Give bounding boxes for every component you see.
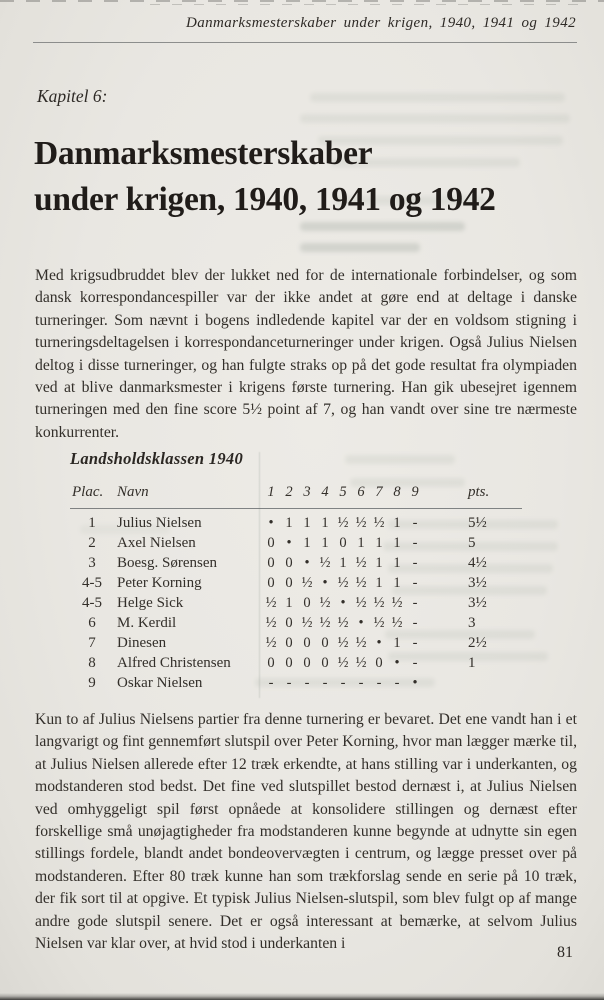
- cell-result: 0: [285, 575, 293, 591]
- cell-result: ½: [373, 595, 385, 611]
- cell-pts: 5: [468, 535, 476, 551]
- chapter-title: [34, 131, 594, 223]
- cell-navn: Axel Nielsen: [117, 535, 196, 551]
- cell-result: •: [376, 635, 382, 651]
- cell-result: ½: [355, 595, 367, 611]
- cell-result: 0: [339, 535, 347, 551]
- cell-result: -: [394, 675, 400, 691]
- cell-result: 1: [375, 555, 383, 571]
- cell-result: ½: [301, 615, 313, 631]
- crosstable-header: [70, 484, 522, 506]
- table-row: [70, 615, 522, 635]
- table-row: [70, 575, 522, 595]
- cell-navn: Peter Korning: [117, 575, 202, 591]
- cell-result: 0: [285, 655, 293, 671]
- cell-result: ½: [391, 615, 403, 631]
- chapter-title-line1: Danmarksmesterskaber: [34, 135, 373, 172]
- cell-result: 0: [303, 635, 311, 651]
- cell-result: -: [358, 675, 364, 691]
- cell-result: ½: [355, 575, 367, 591]
- cell-result: 1: [285, 595, 293, 611]
- cell-pts: 3½: [468, 575, 487, 591]
- crosstable-header-rule: [70, 508, 522, 509]
- cell-result: 1: [339, 555, 347, 571]
- cell-result: -: [412, 515, 418, 531]
- header-round: 3: [303, 484, 311, 500]
- cell-result: ½: [319, 615, 331, 631]
- cell-pts: 5½: [468, 515, 487, 531]
- cell-result: 1: [285, 515, 293, 531]
- cell-result: ½: [319, 555, 331, 571]
- cell-result: 1: [393, 515, 401, 531]
- cell-result: 1: [393, 555, 401, 571]
- cell-result: -: [412, 595, 418, 611]
- cell-result: -: [412, 615, 418, 631]
- cell-result: -: [340, 675, 346, 691]
- cell-result: ½: [337, 655, 349, 671]
- cell-result: ½: [265, 615, 277, 631]
- cell-navn: Helge Sick: [117, 595, 184, 611]
- cell-result: 1: [375, 535, 383, 551]
- cell-result: -: [286, 675, 292, 691]
- cell-plac: 2: [88, 535, 96, 551]
- header-navn: Navn: [117, 484, 149, 500]
- cell-result: -: [268, 675, 274, 691]
- cell-result: 0: [321, 655, 329, 671]
- cell-result: •: [412, 675, 418, 691]
- cell-result: ½: [265, 635, 277, 651]
- cell-pts: 4½: [468, 555, 487, 571]
- scan-edge-bottom: [0, 993, 604, 1000]
- cell-result: •: [268, 515, 274, 531]
- cell-plac: 4-5: [82, 575, 102, 591]
- cell-result: ½: [301, 575, 313, 591]
- cell-navn: Oskar Nielsen: [117, 675, 203, 691]
- header-round: 5: [339, 484, 347, 500]
- cell-plac: 8: [88, 655, 96, 671]
- cell-result: 0: [267, 555, 275, 571]
- cell-result: ½: [373, 515, 385, 531]
- cell-result: ½: [319, 595, 331, 611]
- cell-result: 1: [303, 515, 311, 531]
- cell-result: -: [412, 655, 418, 671]
- cell-navn: M. Kerdil: [117, 615, 177, 631]
- bleedthrough-smudge: [310, 93, 565, 102]
- cell-navn: Alfred Christensen: [117, 655, 231, 671]
- bleedthrough-smudge: [300, 114, 570, 123]
- header-round: 8: [393, 484, 401, 500]
- cell-result: ½: [337, 515, 349, 531]
- cell-result: -: [412, 635, 418, 651]
- page-number: 81: [557, 944, 573, 961]
- cell-plac: 4-5: [82, 595, 102, 611]
- cell-pts: 2½: [468, 635, 487, 651]
- cell-result: •: [304, 555, 310, 571]
- table-row: [70, 655, 522, 675]
- cell-result: -: [412, 575, 418, 591]
- cell-result: ½: [355, 515, 367, 531]
- cell-result: 0: [303, 595, 311, 611]
- bleedthrough-smudge: [300, 243, 420, 252]
- cell-result: 1: [393, 635, 401, 651]
- cell-result: •: [394, 655, 400, 671]
- cell-result: -: [412, 535, 418, 551]
- cell-result: 1: [321, 515, 329, 531]
- cell-pts: 3: [468, 615, 476, 631]
- cell-navn: Dinesen: [117, 635, 167, 651]
- chapter-title-line2: under krigen, 1940, 1941 og 1942: [34, 181, 496, 218]
- table-row: [70, 515, 522, 535]
- cell-result: 0: [321, 635, 329, 651]
- cell-result: ½: [391, 595, 403, 611]
- cell-navn: Julius Nielsen: [117, 515, 202, 531]
- cell-navn: Boesg. Sørensen: [117, 555, 217, 571]
- cell-result: 0: [285, 615, 293, 631]
- cell-result: 0: [285, 635, 293, 651]
- header-round: 1: [267, 484, 275, 500]
- cell-result: -: [304, 675, 310, 691]
- table-row: [70, 555, 522, 575]
- cell-result: 1: [321, 535, 329, 551]
- cell-pts: 1: [468, 655, 476, 671]
- cell-result: 0: [267, 535, 275, 551]
- cell-result: ½: [373, 615, 385, 631]
- header-round: 9: [411, 484, 419, 500]
- cell-result: ½: [355, 555, 367, 571]
- header-pts: pts.: [468, 484, 490, 500]
- cell-result: -: [376, 675, 382, 691]
- cell-result: -: [322, 675, 328, 691]
- cell-plac: 3: [88, 555, 96, 571]
- cell-result: ½: [355, 655, 367, 671]
- cell-plac: 6: [88, 615, 96, 631]
- cell-result: •: [322, 575, 328, 591]
- body-paragraph-1: Med krigsudbruddet blev der lukket ned for de internationale forbindelser, og som dansk korrespondancespiller var der ikke andet at gøre end at deltage i danske turneringer. Som nævnt i bogens indledende kapitel var der en voldsom stigning i turneringsdeltagelsen i korrespondanceturneringer under krigen. Også Julius Nielsen deltog i disse turneringer, og han fulgte straks op på det gode resultat fra olympiaden ved at blive danmarksmester i krigens første turnering. Han gik ubesejret igennem turneringen med den fine score 5½ point af 7, og han vandt over sine tre nærmeste konkurrenter.: [35, 267, 577, 441]
- cell-result: 0: [267, 575, 275, 591]
- table-row: [70, 635, 522, 655]
- header-round: 2: [285, 484, 293, 500]
- cell-result: -: [412, 555, 418, 571]
- header-round: 6: [357, 484, 365, 500]
- cell-result: 1: [393, 535, 401, 551]
- cell-result: 0: [267, 655, 275, 671]
- cell-plac: 7: [88, 635, 96, 651]
- cell-result: 1: [375, 575, 383, 591]
- cell-result: ½: [337, 575, 349, 591]
- cell-result: ½: [355, 635, 367, 651]
- cell-result: 0: [285, 555, 293, 571]
- scan-edge-top: [0, 0, 604, 2]
- body-paragraph-2: Kun to af Julius Nielsens partier fra denne turnering er bevaret. Det ene vandt han i et langvarigt og fint gennemført slutspil over Peter Korning, hvor man lægger mærke til, at Julius Nielsen allerede efter 12 træk erkendte, at hans stilling var i underkanten, og modstanderen stod bedst. Det fine ved slutspillet bestod dernæst i, at Julius Nielsen ved omhyggeligt spil først opnåede at konsolidere stillingen og dernæst efter forskellige små unøjagtigheder fra modstanderen kunne begynde at udnytte sin egen stillings fordele, blandt andet bondeovervægten i centrum, og lægge presset over på modstanderen. Efter 80 træk kunne han som trækforslag sende en serie på 10 træk, der fik sort til at opgive. Et typisk Julius Nielsen-slutspil, som blev fulgt op af mange andre gode slutspil senere. Det er også interessant at bemærke, at selvom Julius Nielsen var klar over, at hvid stod i underkanten i: [35, 711, 577, 953]
- cell-result: ½: [265, 595, 277, 611]
- header-round: 7: [375, 484, 383, 500]
- cell-result: 1: [357, 535, 365, 551]
- header-plac: Plac.: [72, 484, 104, 500]
- cell-result: 0: [375, 655, 383, 671]
- cell-result: 0: [303, 655, 311, 671]
- scan-edge-top-secondary: [150, 4, 590, 5]
- table-row: [70, 675, 522, 695]
- header-round: 4: [321, 484, 329, 500]
- bleedthrough-smudge: [300, 222, 465, 231]
- cell-result: 1: [393, 575, 401, 591]
- cell-result: ½: [337, 615, 349, 631]
- cell-result: •: [358, 615, 364, 631]
- table-row: [70, 595, 522, 615]
- crosstable: [70, 449, 522, 695]
- cell-result: •: [286, 535, 292, 551]
- cell-result: •: [340, 595, 346, 611]
- running-head-rule: [33, 42, 577, 43]
- cell-result: ½: [337, 635, 349, 651]
- cell-pts: 3½: [468, 595, 487, 611]
- cell-plac: 1: [88, 515, 96, 531]
- crosstable-title: Landsholdsklassen 1940: [70, 449, 244, 468]
- cell-plac: 9: [88, 675, 96, 691]
- running-head: Danmarksmesterskaber under krigen, 1940, 1941 og 1942: [186, 15, 576, 31]
- cell-result: 1: [303, 535, 311, 551]
- chapter-label: Kapitel 6:: [37, 86, 108, 106]
- table-row: [70, 535, 522, 555]
- crosstable-rows: [70, 515, 522, 695]
